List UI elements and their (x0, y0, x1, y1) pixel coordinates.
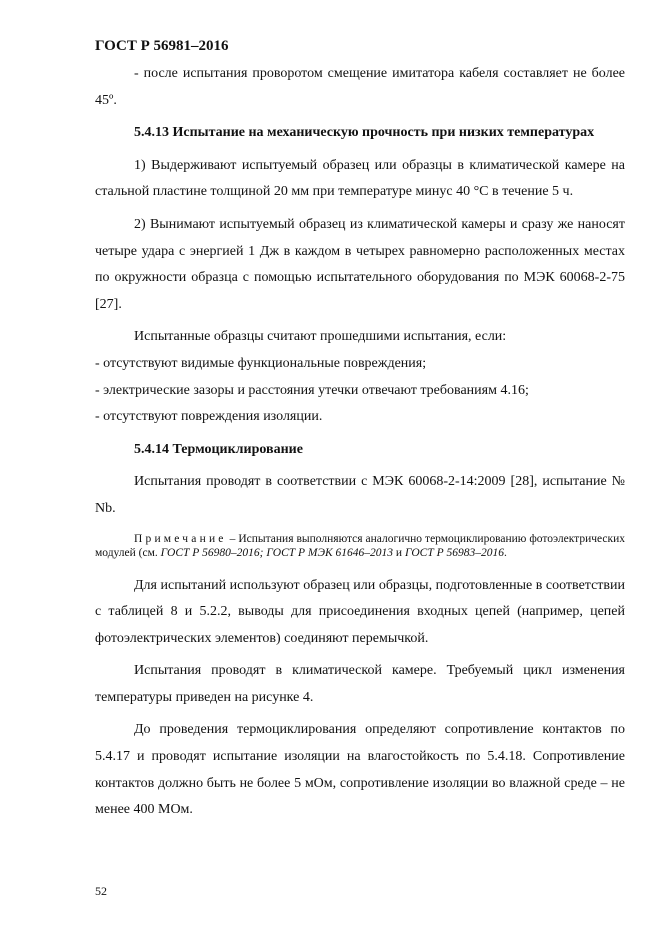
paragraph: Для испытаний используют образец или образцы, подготовленные в соответствии с таблицей 8 и 5.2.2, выводы для присоединения входных цепей (например, цепей фотоэлектрических элементов) соединяют перемычкой. (95, 577, 625, 646)
paragraph: Испытания проводят в соответствии с МЭК 60068-2-14:2009 [28], испытание № Nb. (95, 474, 625, 516)
document-body (95, 61, 625, 824)
paragraph: Испытания проводят в климатической камере. Требуемый цикл изменения температуры приведен на рисунке 4. (95, 663, 625, 705)
document-header: ГОСТ Р 56981–2016 (95, 38, 229, 54)
list-item: - отсутствуют повреждения изоляции. (95, 409, 323, 425)
note-text: – Испытания выполняются аналогично термоциклированию фотоэлектрических модулей (см. (95, 532, 625, 559)
note (95, 532, 625, 561)
list-item: - электрические зазоры и расстояния утечки отвечают требованиям 4.16; (95, 382, 529, 398)
paragraph: Испытанные образцы считают прошедшими испытания, если: (134, 329, 507, 345)
section-heading-5-4-13: 5.4.13 Испытание на механическую прочность при низких температурах (134, 125, 595, 141)
note-reference: ГОСТ Р 56980–2016; ГОСТ Р МЭК 61646–2013 (160, 547, 394, 559)
paragraph: 2) Вынимают испытуемый образец из климатической камеры и сразу же наносят четыре удара с энергией 1 Дж в каждом в четырех равномерно расположенных местах по окружности образца с помощью испытательного оборудования по МЭК 60068-2-75 [27]. (95, 216, 625, 312)
note-end: . (504, 547, 507, 559)
list-item: - отсутствуют видимые функциональные повреждения; (95, 355, 427, 371)
note-reference: ГОСТ Р 56983–2016 (404, 547, 504, 559)
section-heading-5-4-14: 5.4.14 Термоциклирование (134, 441, 303, 457)
paragraph: До проведения термоциклирования определяют сопротивление контактов по 5.4.17 и проводят испытание изоляции на влагостойкость по 5.4.18. Сопротивление контактов должно быть не более 5 мОм, сопротивление изоляции во влажной среде – не менее 400 МОм. (95, 722, 625, 818)
paragraph: 1) Выдерживают испытуемый образец или образцы в климатической камере на стальной пластине толщиной 20 мм при температуре минус 40 °С в течение 5 ч. (95, 157, 625, 200)
paragraph: - после испытания проворотом смещение имитатора кабеля составляет не более 45º. (95, 66, 625, 108)
note-conjunction: и (393, 547, 405, 559)
page-number: 52 (95, 884, 107, 898)
note-label: Примечание (134, 532, 227, 545)
